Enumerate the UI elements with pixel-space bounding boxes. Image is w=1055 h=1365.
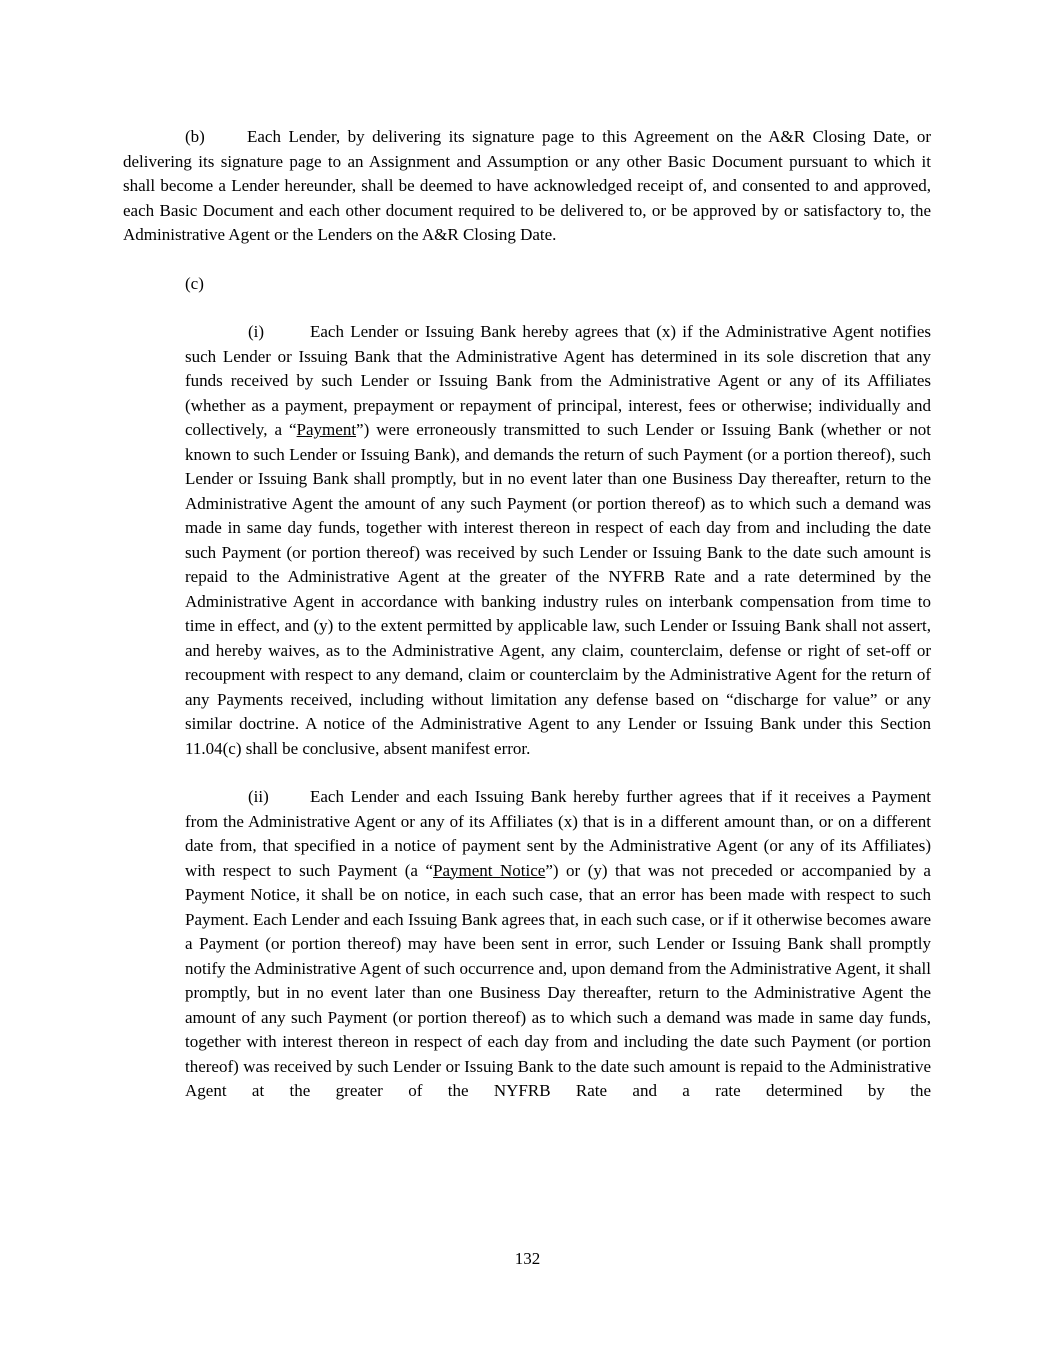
document-body	[123, 125, 931, 1104]
paragraph-c-ii-defined-term: Payment Notice	[433, 860, 546, 880]
paragraph-c	[123, 272, 931, 297]
paragraph-c-ii-text-2: ”) or (y) that was not preceded or accompanied by a Payment Notice, it shall be on notice, in each such case, that an error has been made with respect to such Payment. Each Lender and each Issuing Bank agrees that, in each such case, or if it otherwise becomes aware a Payment (or portion thereof) may have been sent in error, such Lender or Issuing Bank shall promptly notify the Administrative Agent of such occurrence and, upon demand from the Administrative Agent, it shall promptly, but in no event later than one Business Day thereafter, return to the Administrative Agent the amount of any such Payment (or portion thereof) as to which such a demand was made in same day funds, together with interest thereon in respect of each day from and including the date such Payment (or portion thereof) was received by such Lender or Issuing Bank to the date such amount is repaid to the Administrative Agent at the greater of the NYFRB Rate and a rate determined by the	[185, 860, 931, 1100]
page-number: 132	[514, 1249, 541, 1268]
paragraph-b	[123, 125, 931, 248]
paragraph-c-i-label: (i)	[248, 322, 265, 341]
paragraph-c-ii	[185, 785, 931, 1104]
paragraph-b-text: Each Lender, by delivering its signature page to this Agreement on the A&R Closing Date, or delivering its signature page to an Assignment and Assumption or any other Basic Document pursuant to which it shall become a Lender hereunder, shall be deemed to have acknowledged receipt of, and consented to and approved, each Basic Document and each other document required to be delivered to, or be approved by or satisfactory to, the Administrative Agent or the Lenders on the A&R Closing Date.	[123, 127, 931, 244]
paragraph-c-ii-text-1: Each Lender and each Issuing Bank hereby further agrees that if it receives a Payment from the Administrative Agent or any of its Affiliates (x) that is in a different amount than, or on a different date from, that specified in a notice of payment sent by the Administrative Agent (or any of its Affiliates) with respect to such Payment (a “	[185, 787, 931, 880]
paragraph-c-i-text-1: Each Lender or Issuing Bank hereby agrees that (x) if the Administrative Agent notifies such Lender or Issuing Bank that the Administrative Agent has determined in its sole discretion that any funds received by such Lender or Issuing Bank from the Administrative Agent or any of its Affiliates (whether as a payment, prepayment or repayment of principal, interest, fees or otherwise; individually and collectively, a “	[185, 322, 931, 439]
paragraph-c-i-defined-term: Payment	[296, 420, 357, 439]
paragraph-b-label: (b)	[185, 127, 205, 146]
paragraph-c-label: (c)	[185, 273, 204, 293]
paragraph-c-i-text-2: ”) were erroneously transmitted to such Lender or Issuing Bank (whether or not known to such Lender or Issuing Bank), and demands the return of such Payment (or a portion thereof), such Lender or Issuing Bank shall promptly, but in no event later than one Business Day thereafter, return to the Administrative Agent the amount of any such Payment (or portion thereof) as to which such a demand was made in same day funds, together with interest thereon in respect of each day from and including the date such Payment (or portion thereof) was received by such Lender or Issuing Bank to the date such amount is repaid to the Administrative Agent at the greater of the NYFRB Rate and a rate determined by the Administrative Agent in accordance with banking industry rules on interbank compensation from time to time in effect, and (y) to the extent permitted by applicable law, such Lender or Issuing Bank shall not assert, and hereby waives, as to the Administrative Agent, any claim, counterclaim, defense or right of set-off or recoupment with respect to any demand, claim or counterclaim by the Administrative Agent for the return of any Payments received, including without limitation any defense based on “discharge for value” or any similar doctrine. A notice of the Administrative Agent to any Lender or Issuing Bank under this Section 11.04(c) shall be conclusive, absent manifest error.	[185, 420, 931, 758]
paragraph-c-ii-label: (ii)	[248, 787, 269, 806]
paragraph-c-i	[185, 320, 931, 761]
